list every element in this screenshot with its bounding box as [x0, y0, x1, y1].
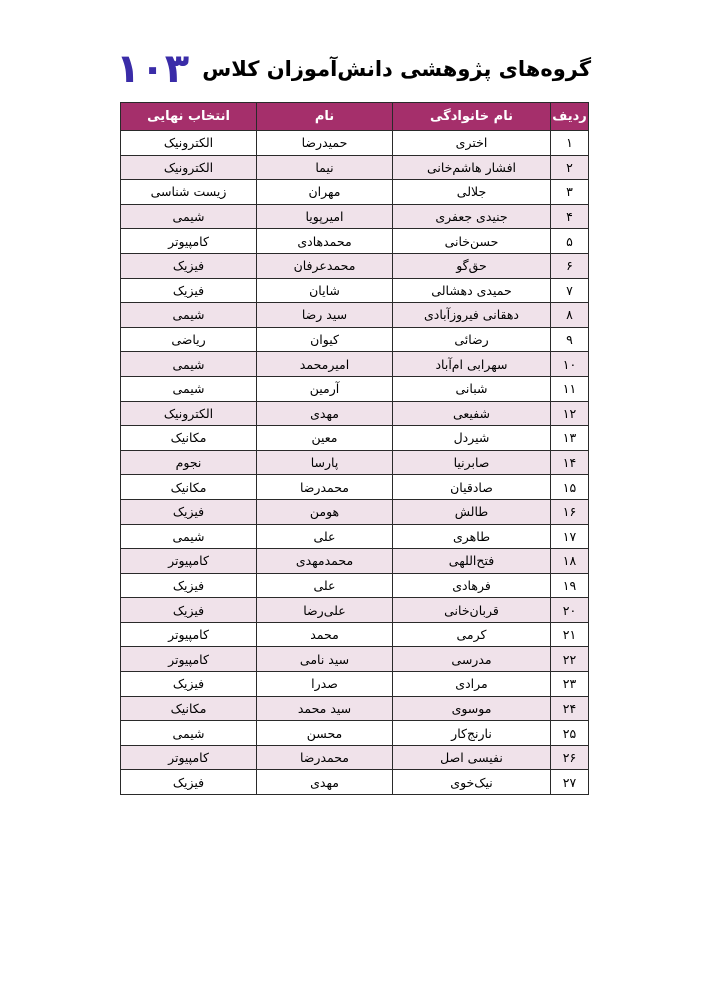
- row-index-cell: ۱۵: [551, 475, 589, 500]
- final-choice-cell: کامپیوتر: [121, 229, 257, 254]
- family-name-cell: حسن‌خانی: [393, 229, 551, 254]
- row-index-cell: ۱۶: [551, 499, 589, 524]
- family-name-cell: طاهری: [393, 524, 551, 549]
- family-name-cell: افشار هاشم‌خانی: [393, 155, 551, 180]
- final-choice-cell: شیمی: [121, 376, 257, 401]
- row-index-cell: ۱: [551, 131, 589, 156]
- row-index-cell: ۱۹: [551, 573, 589, 598]
- family-name-cell: قربان‌خانی: [393, 598, 551, 623]
- column-header-final-choice: انتخاب نهایی: [121, 103, 257, 131]
- first-name-cell: مهدی: [257, 401, 393, 426]
- family-name-cell: شبانی: [393, 376, 551, 401]
- column-header-index: ردیف: [551, 103, 589, 131]
- final-choice-cell: فیزیک: [121, 770, 257, 795]
- family-name-cell: نفیسی اصل: [393, 745, 551, 770]
- table-row: [121, 131, 589, 156]
- family-name-cell: صادقیان: [393, 475, 551, 500]
- table-row: [121, 204, 589, 229]
- column-header-family-name: نام خانوادگی: [393, 103, 551, 131]
- final-choice-cell: فیزیک: [121, 278, 257, 303]
- final-choice-cell: شیمی: [121, 524, 257, 549]
- students-table: [120, 102, 589, 795]
- table-row: [121, 180, 589, 205]
- family-name-cell: سهرابی ام‌آباد: [393, 352, 551, 377]
- page-title: [0, 44, 707, 94]
- table-row: [121, 376, 589, 401]
- title-text: گروه‌های پژوهشی دانش‌آموزان کلاس: [202, 57, 592, 81]
- row-index-cell: ۱۰: [551, 352, 589, 377]
- table-row: [121, 721, 589, 746]
- first-name-cell: صدرا: [257, 672, 393, 697]
- family-name-cell: جنیدی جعفری: [393, 204, 551, 229]
- table-row: [121, 450, 589, 475]
- row-index-cell: ۲۶: [551, 745, 589, 770]
- family-name-cell: کرمی: [393, 622, 551, 647]
- final-choice-cell: فیزیک: [121, 573, 257, 598]
- table-row: [121, 696, 589, 721]
- table-row: [121, 253, 589, 278]
- table-row: [121, 622, 589, 647]
- table-row: [121, 401, 589, 426]
- final-choice-cell: الکترونیک: [121, 155, 257, 180]
- first-name-cell: علی: [257, 573, 393, 598]
- family-name-cell: فرهادی: [393, 573, 551, 598]
- table-row: [121, 229, 589, 254]
- final-choice-cell: الکترونیک: [121, 401, 257, 426]
- first-name-cell: نیما: [257, 155, 393, 180]
- family-name-cell: جلالی: [393, 180, 551, 205]
- table-row: [121, 303, 589, 328]
- family-name-cell: حق‌گو: [393, 253, 551, 278]
- table-row: [121, 278, 589, 303]
- first-name-cell: علی‌رضا: [257, 598, 393, 623]
- first-name-cell: سید رضا: [257, 303, 393, 328]
- row-index-cell: ۱۷: [551, 524, 589, 549]
- first-name-cell: محمد: [257, 622, 393, 647]
- final-choice-cell: شیمی: [121, 303, 257, 328]
- first-name-cell: کیوان: [257, 327, 393, 352]
- first-name-cell: مهران: [257, 180, 393, 205]
- table-row: [121, 549, 589, 574]
- first-name-cell: علی: [257, 524, 393, 549]
- family-name-cell: حمیدی دهشالی: [393, 278, 551, 303]
- table-row: [121, 598, 589, 623]
- family-name-cell: اختری: [393, 131, 551, 156]
- final-choice-cell: کامپیوتر: [121, 622, 257, 647]
- final-choice-cell: فیزیک: [121, 672, 257, 697]
- first-name-cell: محمدعرفان: [257, 253, 393, 278]
- row-index-cell: ۲۲: [551, 647, 589, 672]
- final-choice-cell: زیست شناسی: [121, 180, 257, 205]
- final-choice-cell: شیمی: [121, 721, 257, 746]
- final-choice-cell: مکانیک: [121, 475, 257, 500]
- row-index-cell: ۶: [551, 253, 589, 278]
- row-index-cell: ۹: [551, 327, 589, 352]
- final-choice-cell: مکانیک: [121, 426, 257, 451]
- row-index-cell: ۳: [551, 180, 589, 205]
- table-row: [121, 155, 589, 180]
- family-name-cell: فتح‌اللهی: [393, 549, 551, 574]
- table-row: [121, 672, 589, 697]
- row-index-cell: ۲۰: [551, 598, 589, 623]
- row-index-cell: ۱۲: [551, 401, 589, 426]
- family-name-cell: نارنج‌کار: [393, 721, 551, 746]
- first-name-cell: شایان: [257, 278, 393, 303]
- first-name-cell: محمدمهدی: [257, 549, 393, 574]
- final-choice-cell: شیمی: [121, 352, 257, 377]
- row-index-cell: ۱۳: [551, 426, 589, 451]
- row-index-cell: ۱۱: [551, 376, 589, 401]
- first-name-cell: پارسا: [257, 450, 393, 475]
- final-choice-cell: نجوم: [121, 450, 257, 475]
- first-name-cell: سید نامی: [257, 647, 393, 672]
- row-index-cell: ۷: [551, 278, 589, 303]
- row-index-cell: ۲: [551, 155, 589, 180]
- table-row: [121, 327, 589, 352]
- final-choice-cell: کامپیوتر: [121, 647, 257, 672]
- row-index-cell: ۲۴: [551, 696, 589, 721]
- final-choice-cell: کامپیوتر: [121, 745, 257, 770]
- table-row: [121, 426, 589, 451]
- row-index-cell: ۵: [551, 229, 589, 254]
- family-name-cell: طالش: [393, 499, 551, 524]
- row-index-cell: ۱۴: [551, 450, 589, 475]
- first-name-cell: مهدی: [257, 770, 393, 795]
- table-row: [121, 770, 589, 795]
- final-choice-cell: الکترونیک: [121, 131, 257, 156]
- final-choice-cell: شیمی: [121, 204, 257, 229]
- table-row: [121, 352, 589, 377]
- final-choice-cell: ریاضی: [121, 327, 257, 352]
- table-row: [121, 573, 589, 598]
- table-row: [121, 499, 589, 524]
- final-choice-cell: مکانیک: [121, 696, 257, 721]
- family-name-cell: دهقانی فیروزآبادی: [393, 303, 551, 328]
- family-name-cell: صابرنیا: [393, 450, 551, 475]
- table-header-row: [121, 103, 589, 131]
- column-header-first-name: نام: [257, 103, 393, 131]
- first-name-cell: حمیدرضا: [257, 131, 393, 156]
- first-name-cell: سید محمد: [257, 696, 393, 721]
- first-name-cell: محمدرضا: [257, 475, 393, 500]
- first-name-cell: محمدرضا: [257, 745, 393, 770]
- row-index-cell: ۲۱: [551, 622, 589, 647]
- final-choice-cell: فیزیک: [121, 598, 257, 623]
- first-name-cell: محسن: [257, 721, 393, 746]
- row-index-cell: ۲۵: [551, 721, 589, 746]
- family-name-cell: رضائی: [393, 327, 551, 352]
- table-row: [121, 524, 589, 549]
- row-index-cell: ۲۳: [551, 672, 589, 697]
- final-choice-cell: فیزیک: [121, 499, 257, 524]
- row-index-cell: ۱۸: [551, 549, 589, 574]
- final-choice-cell: کامپیوتر: [121, 549, 257, 574]
- first-name-cell: هومن: [257, 499, 393, 524]
- family-name-cell: مرادی: [393, 672, 551, 697]
- family-name-cell: شیردل: [393, 426, 551, 451]
- first-name-cell: آرمین: [257, 376, 393, 401]
- first-name-cell: امیرمحمد: [257, 352, 393, 377]
- row-index-cell: ۴: [551, 204, 589, 229]
- table-row: [121, 745, 589, 770]
- family-name-cell: مدرسی: [393, 647, 551, 672]
- first-name-cell: معین: [257, 426, 393, 451]
- family-name-cell: نیک‌خوی: [393, 770, 551, 795]
- family-name-cell: موسوی: [393, 696, 551, 721]
- first-name-cell: محمدهادی: [257, 229, 393, 254]
- table-row: [121, 475, 589, 500]
- table-body: [121, 131, 589, 795]
- table-row: [121, 647, 589, 672]
- class-number: ۱۰۳: [115, 46, 190, 92]
- first-name-cell: امیرپویا: [257, 204, 393, 229]
- row-index-cell: ۲۷: [551, 770, 589, 795]
- family-name-cell: شفیعی: [393, 401, 551, 426]
- final-choice-cell: فیزیک: [121, 253, 257, 278]
- row-index-cell: ۸: [551, 303, 589, 328]
